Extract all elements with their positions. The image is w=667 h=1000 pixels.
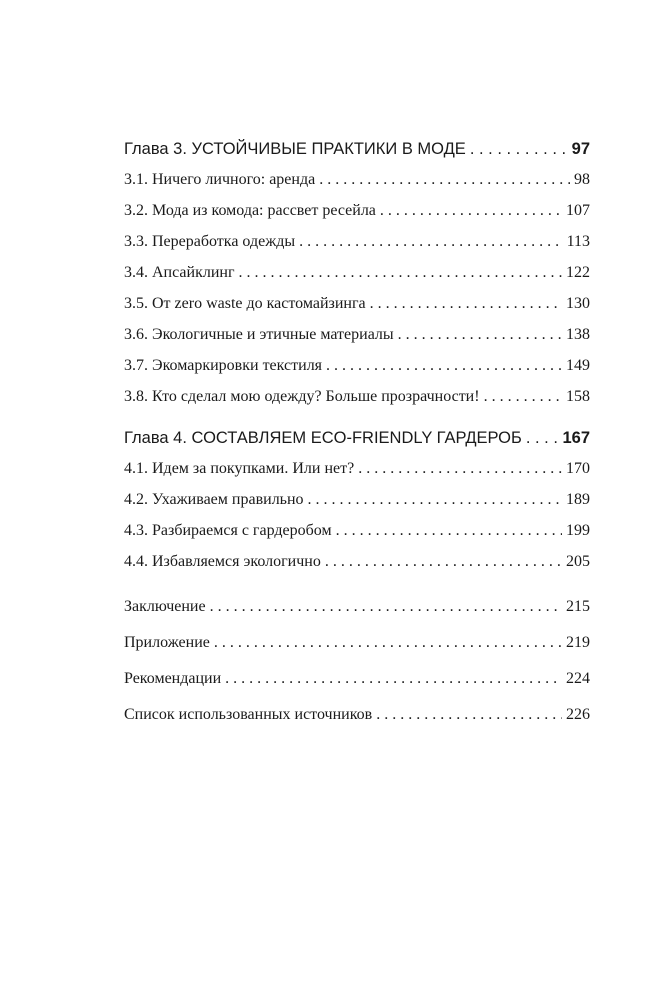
toc-entry-page: 130 [566, 295, 590, 312]
toc-entry-page: 158 [566, 388, 590, 405]
dot-leader [370, 295, 562, 313]
chapter-4-page: 167 [562, 429, 590, 447]
toc-entry-page: 205 [566, 553, 590, 570]
chapter-4-items [124, 460, 590, 584]
toc-entry-title: 4.2. Ухаживаем правильно [124, 491, 304, 508]
chapter-4-prefix: Глава 4. [124, 429, 187, 447]
toc-entry-page: 138 [566, 326, 590, 343]
chapter-4-title-wrap [124, 429, 522, 448]
dot-leader [470, 140, 568, 159]
section-gap [124, 419, 590, 429]
toc-entry[interactable] [124, 202, 590, 233]
toc-entry[interactable] [124, 491, 590, 522]
toc-entry-page: 98 [574, 171, 590, 188]
toc-entry-page: 170 [566, 460, 590, 477]
table-of-contents [124, 140, 590, 742]
toc-entry[interactable] [124, 388, 590, 419]
chapter-3-prefix: Глава 3. [124, 140, 187, 158]
toc-entry-title: 3.1. Ничего личного: аренда [124, 171, 316, 188]
toc-entry-page: 189 [566, 491, 590, 508]
dot-leader [526, 429, 559, 448]
toc-entry-title: Приложение [124, 634, 210, 651]
toc-entry-page: 149 [566, 357, 590, 374]
toc-entry-title: 3.3. Переработка одежды [124, 233, 296, 250]
toc-entry-title: 3.2. Мода из комода: рассвет ресейла [124, 202, 376, 219]
dot-leader [210, 598, 562, 616]
toc-entry-title: 3.6. Экологичные и этичные материалы [124, 326, 394, 343]
toc-entry-title: 4.4. Избавляемся экологично [124, 553, 321, 570]
dot-leader [398, 326, 562, 344]
toc-entry-title: 4.1. Идем за покупками. Или нет? [124, 460, 355, 477]
chapter-3-page: 97 [571, 140, 590, 158]
toc-entry[interactable] [124, 522, 590, 553]
toc-entry[interactable] [124, 706, 590, 742]
dot-leader [325, 553, 562, 571]
dot-leader [484, 388, 562, 406]
dot-leader [358, 460, 562, 478]
dot-leader [214, 634, 562, 652]
chapter-3-title-wrap [124, 140, 466, 159]
dot-leader [380, 202, 562, 220]
toc-entry[interactable] [124, 553, 590, 584]
toc-entry-page: 224 [566, 670, 590, 687]
dot-leader [225, 670, 562, 688]
toc-entry-title: Список использованных источников [124, 706, 373, 723]
dot-leader [299, 233, 562, 251]
toc-entry[interactable] [124, 326, 590, 357]
toc-entry-title: Заключение [124, 598, 206, 615]
toc-entry[interactable] [124, 171, 590, 202]
toc-entry-title: 3.4. Апсайклинг [124, 264, 235, 281]
dot-leader [336, 522, 562, 540]
dot-leader [319, 171, 570, 189]
chapter-3-items [124, 171, 590, 419]
dot-leader [376, 706, 562, 724]
dot-leader [308, 491, 562, 509]
chapter-3-title: УСТОЙЧИВЫЕ ПРАКТИКИ В МОДЕ [191, 140, 466, 158]
toc-entry-title: 3.5. От zero waste до кастомайзинга [124, 295, 366, 312]
toc-entry[interactable] [124, 634, 590, 670]
toc-entry-page: 219 [566, 634, 590, 651]
chapter-4-heading[interactable] [124, 429, 590, 460]
toc-entry-title: 4.3. Разбираемся с гардеробом [124, 522, 332, 539]
toc-entry[interactable] [124, 598, 590, 634]
dot-leader [239, 264, 562, 282]
toc-entry-page: 215 [566, 598, 590, 615]
backmatter-items [124, 598, 590, 742]
toc-entry-page: 226 [566, 706, 590, 723]
toc-entry[interactable] [124, 670, 590, 706]
chapter-4-title: СОСТАВЛЯЕМ ECO-FRIENDLY ГАРДЕРОБ [191, 429, 522, 447]
toc-entry-title: 3.8. Кто сделал мою одежду? Больше прозрачности! [124, 388, 480, 405]
toc-entry-title: Рекомендации [124, 670, 222, 687]
toc-entry[interactable] [124, 295, 590, 326]
toc-entry-page: 113 [566, 233, 590, 250]
toc-entry[interactable] [124, 264, 590, 295]
toc-entry[interactable] [124, 357, 590, 388]
toc-entry-page: 199 [566, 522, 590, 539]
toc-entry-page: 122 [566, 264, 590, 281]
toc-entry[interactable] [124, 233, 590, 264]
toc-entry-title: 3.7. Экомаркировки текстиля [124, 357, 323, 374]
toc-entry-page: 107 [566, 202, 590, 219]
toc-entry[interactable] [124, 460, 590, 491]
chapter-3-heading[interactable] [124, 140, 590, 171]
section-gap [124, 584, 590, 598]
dot-leader [326, 357, 562, 375]
